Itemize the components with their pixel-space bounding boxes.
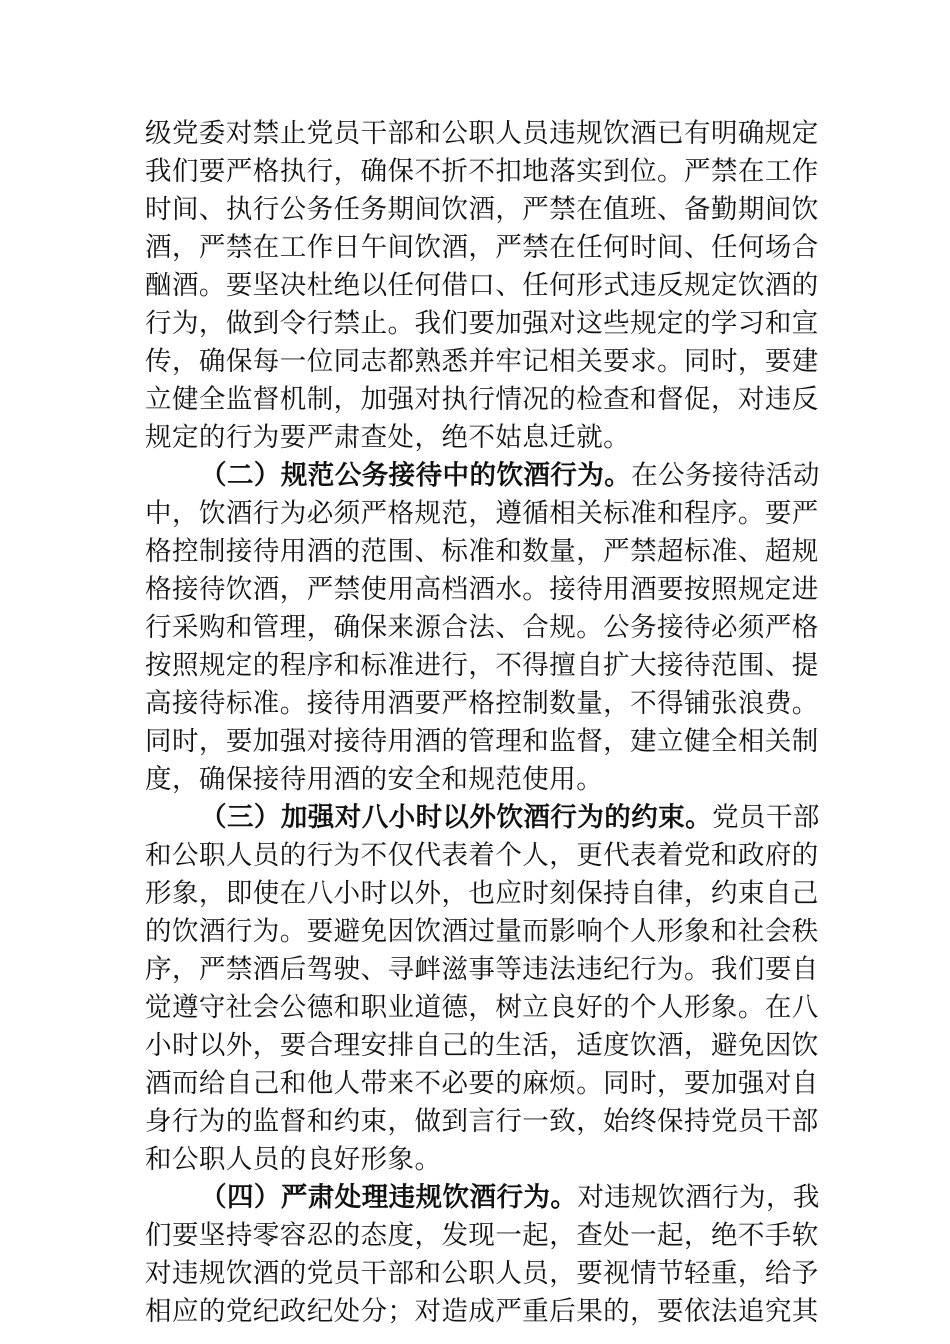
paragraph-line: 格接待饮酒，严禁使用高档酒水。接待用酒要按照规定进	[145, 574, 819, 605]
paragraph-line: 的饮酒行为。要避免因饮酒过量而影响个人形象和社会秩	[145, 916, 819, 947]
paragraph-line: 序，严禁酒后驾驶、寻衅滋事等违法违纪行为。我们要自	[145, 954, 819, 985]
paragraph-line: 传，确保每一位同志都熟悉并牢记相关要求。同时，要建	[145, 346, 819, 377]
paragraph-line: 和公职人员的良好形象。	[145, 1144, 442, 1175]
paragraph-line: 立健全监督机制，加强对执行情况的检查和督促，对违反	[145, 384, 819, 415]
paragraph-line: 级党委对禁止党员干部和公职人员违规饮酒已有明确规定	[145, 118, 819, 149]
paragraph-line: 行采购和管理，确保来源合法、合规。公务接待必须严格	[145, 612, 819, 643]
paragraph-line: 时间、执行公务任务期间饮酒，严禁在值班、备勤期间饮	[145, 194, 819, 225]
paragraph-line: 行为，做到令行禁止。我们要加强对这些规定的学习和宣	[145, 308, 819, 339]
paragraph-line: 和公职人员的行为不仅代表着个人，更代表着党和政府的	[145, 840, 819, 871]
section-4-first-line	[200, 1178, 820, 1218]
paragraph-line: 觉遵守社会公德和职业道德，树立良好的个人形象。在八	[145, 992, 819, 1023]
paragraph-line: 高接待标准。接待用酒要严格控制数量，不得铺张浪费。	[145, 688, 819, 719]
paragraph-line: 酒，严禁在工作日午间饮酒，严禁在任何时间、任何场合	[145, 232, 819, 263]
paragraph-line: 格控制接待用酒的范围、标准和数量，严禁超标准、超规	[145, 536, 819, 567]
section-4-lead-text: 对违规饮酒行为，我	[577, 1182, 820, 1213]
paragraph-line: 酗酒。要坚决杜绝以任何借口、任何形式违反规定饮酒的	[145, 270, 819, 301]
section-3-lead-text: 党员干部	[712, 802, 820, 833]
section-3-first-line	[200, 798, 820, 838]
paragraph-line: 们要坚持零容忍的态度，发现一起，查处一起，绝不手软	[145, 1220, 819, 1251]
paragraph-line: 按照规定的程序和标准进行，不得擅自扩大接待范围、提	[145, 650, 819, 681]
section-2-lead-text: 在公务接待活动	[631, 460, 820, 491]
paragraph-line: 同时，要加强对接待用酒的管理和监督，建立健全相关制	[145, 726, 819, 757]
paragraph-line: 中，饮酒行为必须严格规范，遵循相关标准和程序。要严	[145, 498, 819, 529]
section-3-heading: （三）加强对八小时以外饮酒行为的约束。	[200, 802, 713, 833]
paragraph-line: 酒而给自己和他人带来不必要的麻烦。同时，要加强对自	[145, 1068, 819, 1099]
section-2-heading: （二）规范公务接待中的饮酒行为。	[200, 460, 632, 491]
section-4-heading: （四）严肃处理违规饮酒行为。	[200, 1182, 578, 1213]
paragraph-line: 小时以外，要合理安排自己的生活，适度饮酒，避免因饮	[145, 1030, 819, 1061]
paragraph-line: 对违规饮酒的党员干部和公职人员，要视情节轻重，给予	[145, 1258, 819, 1289]
paragraph-line: 规定的行为要严肃查处，绝不姑息迁就。	[145, 422, 631, 453]
paragraph-line: 我们要严格执行，确保不折不扣地落实到位。严禁在工作	[145, 156, 819, 187]
paragraph-line: 形象，即使在八小时以外，也应时刻保持自律，约束自己	[145, 878, 819, 909]
paragraph-line: 身行为的监督和约束，做到言行一致，始终保持党员干部	[145, 1106, 819, 1137]
section-2-first-line	[200, 456, 820, 496]
paragraph-line: 相应的党纪政纪处分；对造成严重后果的，要依法追究其	[145, 1296, 819, 1327]
paragraph-line: 度，确保接待用酒的安全和规范使用。	[145, 764, 604, 795]
